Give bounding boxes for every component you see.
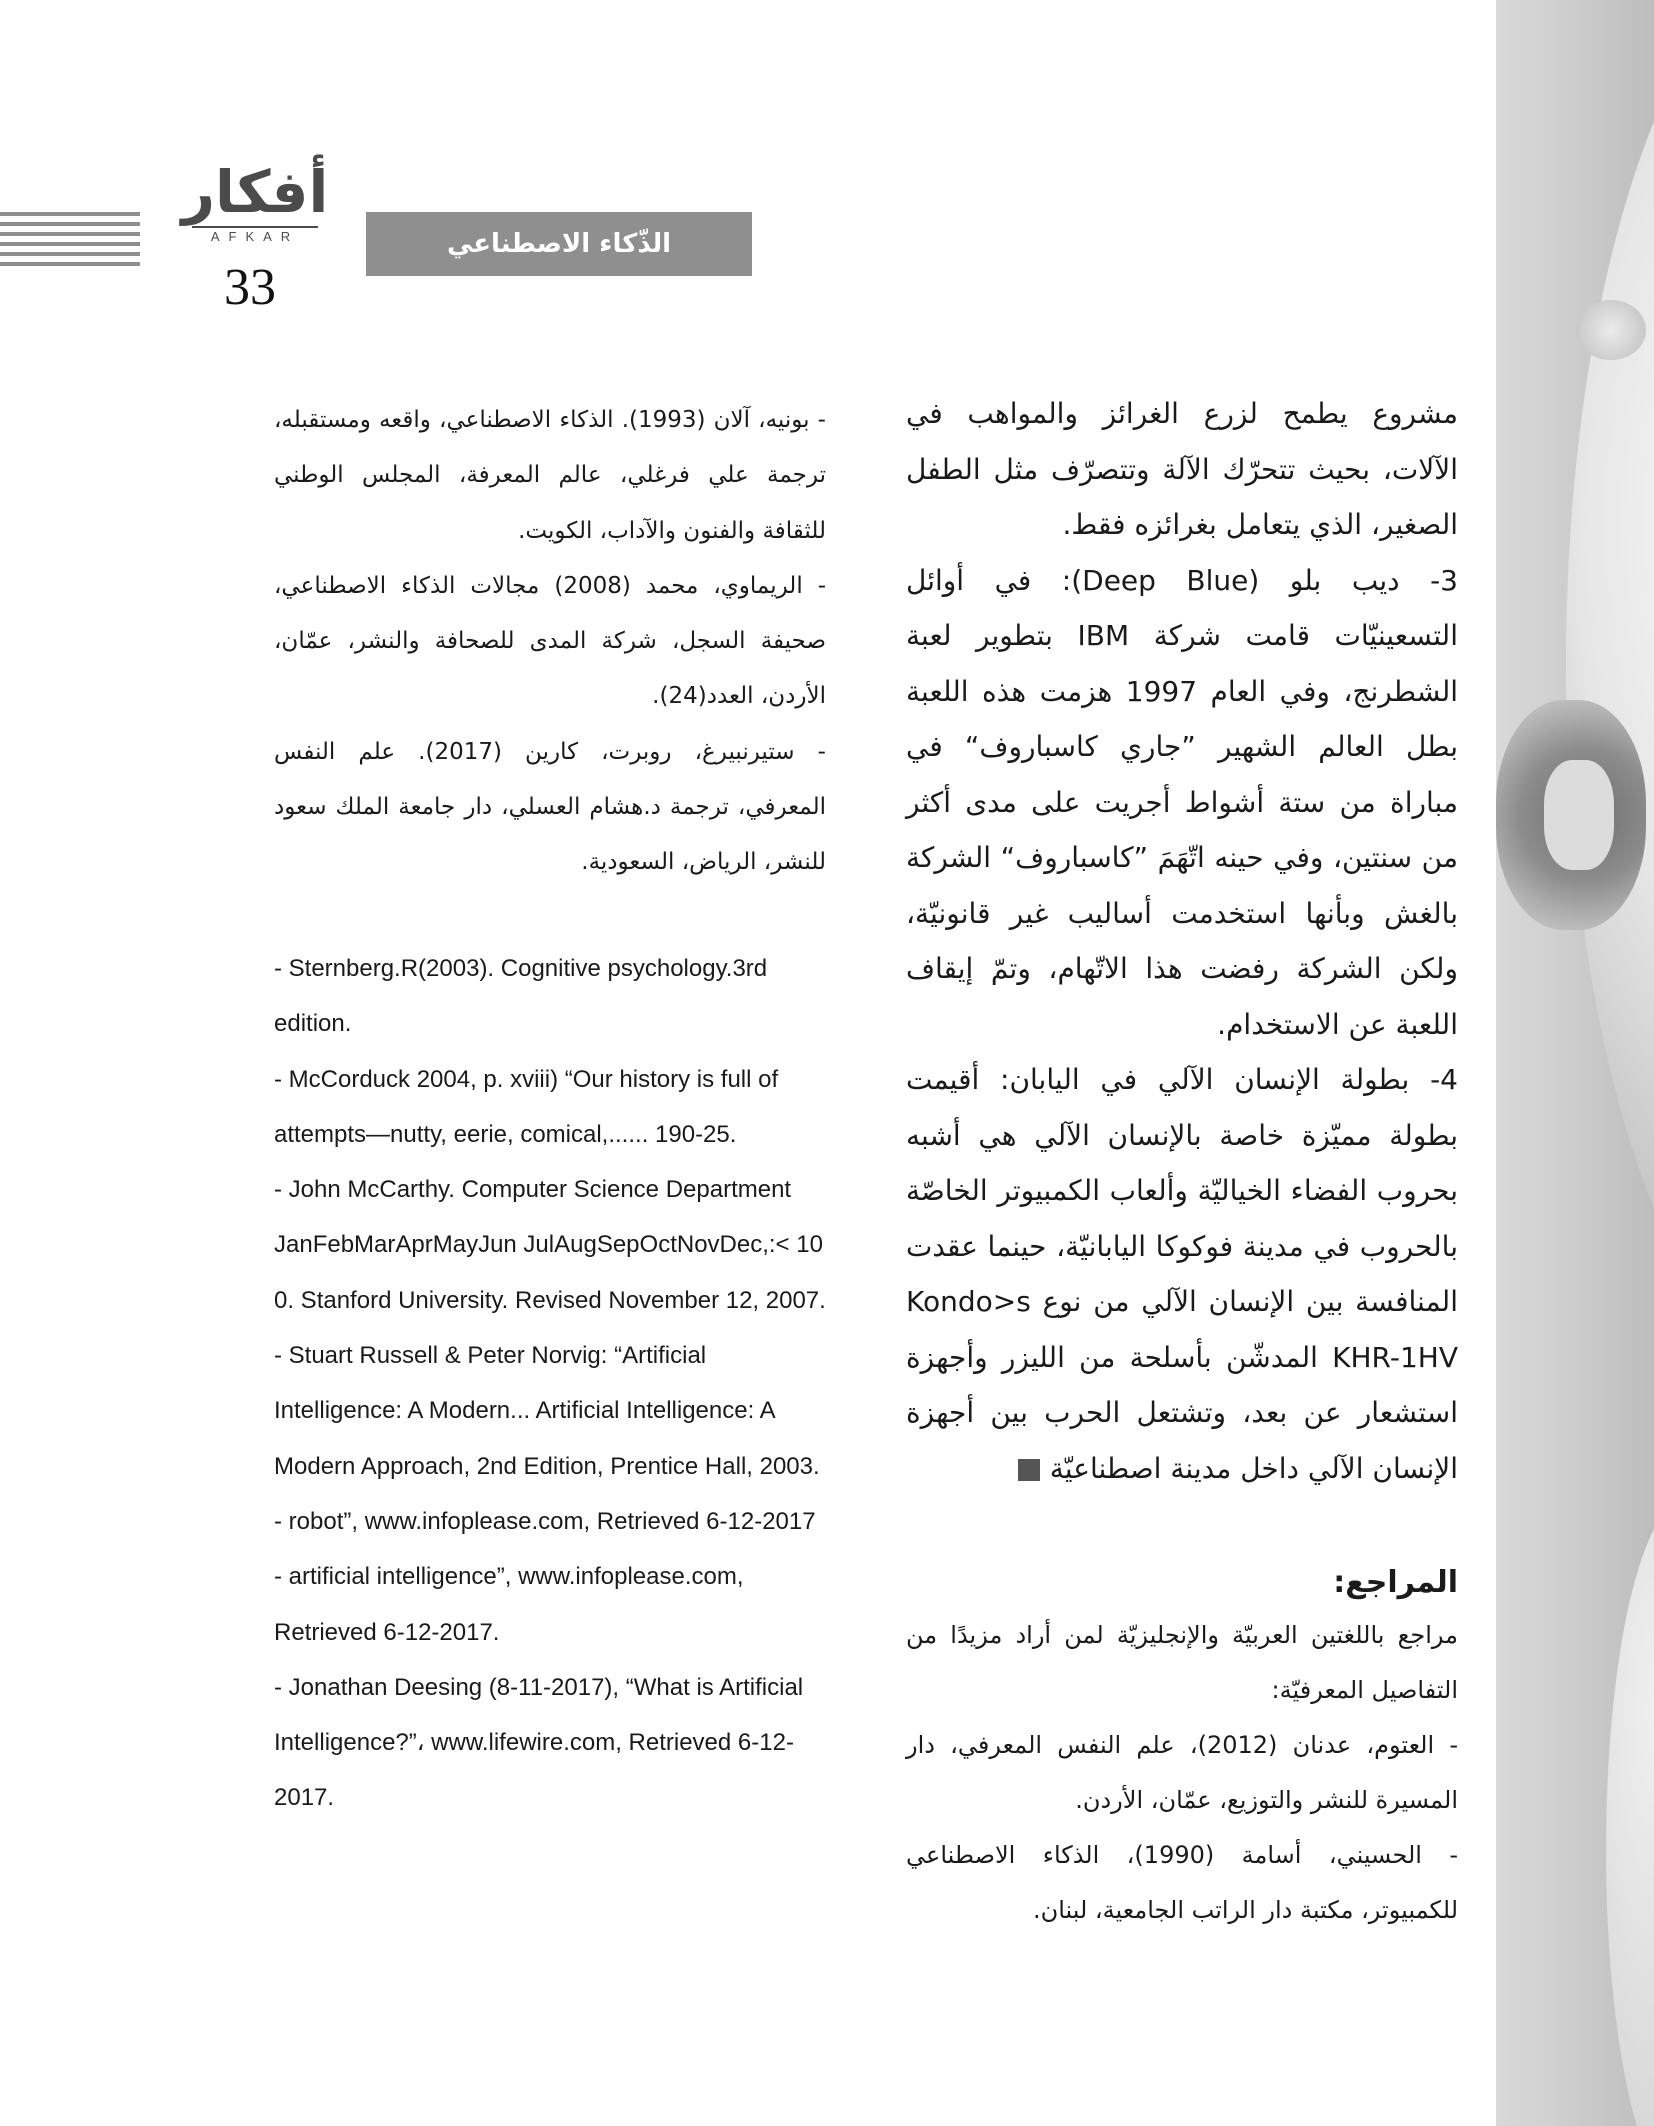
references-heading: المراجع: [1333, 1565, 1458, 1600]
left-column [274, 393, 826, 891]
section-title: الذّكاء الاصطناعي [366, 212, 752, 276]
robot-eye-shape [1576, 300, 1646, 360]
reference-item: - العتوم، عدنان (2012)، علم النفس المعرفي، دار المسيرة للنشر والتوزيع، عمّان، الأردن. [906, 1731, 1459, 1814]
magazine-logo [180, 160, 330, 244]
right-column [906, 386, 1458, 1938]
english-reference-item: - John McCarthy. Computer Science Department JanFebMarAprMayJun JulAugSepOctNovDec,:< 10 0. Stanford University. Revised November 12, 2007. [274, 1176, 826, 1314]
page-number: 33 [224, 259, 276, 316]
robot-photo [1496, 0, 1654, 2126]
english-reference-item: - artificial intelligence”, www.infoplease.com, Retrieved 6-12-2017. [274, 1563, 744, 1646]
robot-shoulder-shape [1606, 1500, 1654, 2126]
item4-paragraph [906, 1052, 1458, 1496]
item4-text: 4- بطولة الإنسان الآلي في اليابان: أقيمت بطولة مميّزة خاصة بالإنسان الآلي هي أشبه بحروب الفضاء الخياليّة وألعاب الكمبيوتر الخاصّة بالحروب في مدينة فوكوكا اليابانيّة، حينما عقدت المنافسة بين الإنسان الآلي من نوع Kondo>s KHR-1HV المدشّن بأسلحة من الليزر وأجهزة استشعار عن بعد، وتشتعل الحرب بين أجهزة الإنسان الآلي داخل مدينة اصطناعيّة [906, 1063, 1458, 1485]
intro-paragraph: مشروع يطمح لزرع الغرائز والمواهب في الآلات، بحيث تتحرّك الآلة وتتصرّف مثل الطفل الصغير، الذي يتعامل بغرائزه فقط. [906, 397, 1458, 541]
english-reference-item: - McCorduck 2004, p. xviii) “Our history is full of attempts—nutty, eerie, comical,...... 190-25. [274, 1065, 779, 1148]
english-reference-item: - Jonathan Deesing (8-11-2017), “What is Artificial Intelligence?”، www.lifewire.com, Retrieved 6-12-2017. [274, 1673, 804, 1812]
robot-head-shape [1566, 0, 1654, 1390]
item3-paragraph: 3- ديب بلو (Deep Blue): في أوائل التسعينيّات قامت شركة IBM بتطوير لعبة الشطرنج، وفي العام 1997 هزمت هذه اللعبة بطل العالم الشهير ”جاري كاسباروف“ في مباراة من ستة أشواط أجريت على مدى أكثر من سنتين، وفي حينه اتّهَمَ ”كاسباروف“ الشركة بالغش وبأنها استخدمت أساليب غير قانونيّة، ولكن الشركة رفضت هذا الاتّهام، وتمّ إيقاف اللعبة عن الاستخدام. [906, 563, 1458, 1041]
english-reference-item: - Sternberg.R(2003). Cognitive psychology.3rd edition. [274, 955, 768, 1038]
reference-item: - بونيه، آلان (1993). الذكاء الاصطناعي، واقعه ومستقبله، ترجمة علي فرغلي، عالم المعرفة، المجلس الوطني للثقافة والفنون والآداب، الكويت. [274, 407, 826, 544]
reference-item: - الحسيني، أسامة (1990)، الذكاء الاصطناعي للكمبيوتر، مكتبة دار الراتب الجامعية، لبنان. [906, 1841, 1458, 1924]
header-stripes [0, 212, 140, 272]
english-references [274, 941, 834, 1826]
reference-item: - ستيرنبيرغ، روبرت، كارين (2017). علم النفس المعرفي، ترجمة د.هشام العسلي، دار جامعة الملك سعود للنشر، الرياض، السعودية. [274, 738, 826, 876]
logo-arabic: أفكار [181, 158, 329, 226]
robot-ear-inner [1544, 760, 1614, 870]
references-intro: مراجع باللغتين العربيّة والإنجليزيّة لمن أراد مزيدًا من التفاصيل المعرفيّة: [906, 1621, 1458, 1704]
end-square-icon [1018, 1459, 1040, 1481]
reference-item: - الريماوي، محمد (2008) مجالات الذكاء الاصطناعي، صحيفة السجل، شركة المدى للصحافة والنشر، عمّان، الأردن، العدد(24). [274, 572, 826, 710]
logo-latin: AFKAR [192, 226, 318, 244]
english-reference-item: - Stuart Russell & Peter Norvig: “Artificial Intelligence: A Modern... Artificial Intelligence: A Modern Approach, 2nd Edition, Prentice Hall, 2003. - robot”, www.infoplease.com, Retrieved 6-12-2017 [274, 1342, 820, 1535]
